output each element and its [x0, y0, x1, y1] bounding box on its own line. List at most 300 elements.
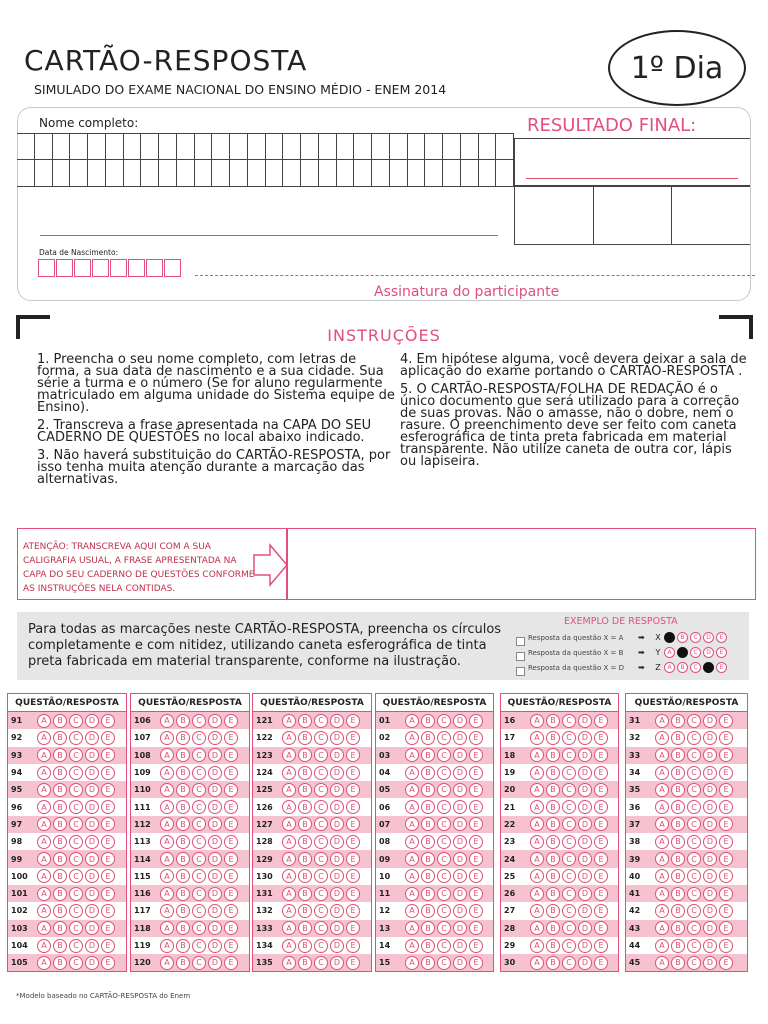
answer-bubble-e[interactable]: E	[469, 731, 483, 745]
answer-bubble-a[interactable]: A	[160, 714, 174, 728]
answer-bubble-c[interactable]: C	[69, 748, 83, 762]
answer-bubble-e[interactable]: E	[594, 783, 608, 797]
name-cell[interactable]	[177, 134, 195, 160]
answer-bubble-e[interactable]: E	[346, 869, 360, 883]
answer-bubble-b[interactable]: B	[176, 714, 190, 728]
answer-bubble-c[interactable]: C	[69, 800, 83, 814]
answer-bubble-c[interactable]: C	[314, 817, 328, 831]
answer-bubble-c[interactable]: C	[437, 817, 451, 831]
answer-bubble-c[interactable]: C	[687, 731, 701, 745]
answer-bubble-b[interactable]: B	[546, 835, 560, 849]
answer-bubble-e[interactable]: E	[224, 869, 238, 883]
answer-bubble-a[interactable]: A	[37, 939, 51, 953]
answer-bubble-e[interactable]: E	[594, 956, 608, 970]
name-cell[interactable]	[425, 134, 443, 160]
answer-bubble-d[interactable]: D	[703, 714, 717, 728]
answer-bubble-c[interactable]: C	[437, 783, 451, 797]
name-cell[interactable]	[212, 134, 230, 160]
answer-bubble-c[interactable]: C	[314, 921, 328, 935]
answer-bubble-c[interactable]: C	[192, 766, 206, 780]
answer-bubble-c[interactable]: C	[69, 766, 83, 780]
name-cell[interactable]	[35, 134, 53, 160]
answer-bubble-d[interactable]: D	[578, 835, 592, 849]
answer-bubble-b[interactable]: B	[53, 939, 67, 953]
answer-bubble-c[interactable]: C	[192, 921, 206, 935]
answer-bubble-b[interactable]: B	[176, 817, 190, 831]
dob-cell[interactable]	[164, 259, 181, 277]
answer-bubble-b[interactable]: B	[546, 817, 560, 831]
answer-bubble-a[interactable]: A	[655, 800, 669, 814]
answer-bubble-d[interactable]: D	[208, 783, 222, 797]
answer-bubble-b[interactable]: B	[53, 904, 67, 918]
answer-bubble-e[interactable]: E	[224, 921, 238, 935]
answer-bubble-e[interactable]: E	[469, 835, 483, 849]
dob-cell[interactable]	[92, 259, 109, 277]
answer-bubble-e[interactable]: E	[719, 956, 733, 970]
answer-bubble-c[interactable]: C	[192, 956, 206, 970]
answer-bubble-c[interactable]: C	[69, 783, 83, 797]
answer-bubble-b[interactable]: B	[53, 817, 67, 831]
answer-bubble-e[interactable]: E	[346, 956, 360, 970]
answer-bubble-b[interactable]: B	[176, 800, 190, 814]
answer-bubble-b[interactable]: B	[671, 956, 685, 970]
answer-bubble-c[interactable]: C	[437, 766, 451, 780]
answer-bubble-a[interactable]: A	[282, 921, 296, 935]
answer-bubble-a[interactable]: A	[655, 939, 669, 953]
answer-bubble-c[interactable]: C	[562, 939, 576, 953]
answer-bubble-c[interactable]: C	[192, 887, 206, 901]
answer-bubble-d[interactable]: D	[453, 783, 467, 797]
answer-bubble-a[interactable]: A	[160, 852, 174, 866]
answer-bubble-a[interactable]: A	[160, 766, 174, 780]
answer-bubble-a[interactable]: A	[655, 887, 669, 901]
answer-bubble-e[interactable]: E	[346, 800, 360, 814]
answer-bubble-d[interactable]: D	[330, 800, 344, 814]
answer-bubble-a[interactable]: A	[37, 800, 51, 814]
answer-bubble-c[interactable]: C	[437, 939, 451, 953]
name-cell[interactable]	[372, 134, 390, 160]
answer-bubble-c[interactable]: C	[192, 714, 206, 728]
answer-bubble-c[interactable]: C	[69, 956, 83, 970]
answer-bubble-c[interactable]: C	[687, 852, 701, 866]
answer-bubble-e[interactable]: E	[594, 748, 608, 762]
name-cell[interactable]	[212, 160, 230, 186]
answer-bubble-c[interactable]: C	[314, 869, 328, 883]
answer-bubble-b[interactable]: B	[546, 921, 560, 935]
answer-bubble-d[interactable]: D	[85, 887, 99, 901]
name-cell[interactable]	[106, 134, 124, 160]
name-cell[interactable]	[443, 160, 461, 186]
answer-bubble-e[interactable]: E	[101, 714, 115, 728]
answer-bubble-a[interactable]: A	[282, 869, 296, 883]
answer-bubble-c[interactable]: C	[314, 800, 328, 814]
answer-bubble-e[interactable]: E	[719, 800, 733, 814]
name-cell[interactable]	[124, 160, 142, 186]
dob-cell[interactable]	[38, 259, 55, 277]
answer-bubble-d[interactable]: D	[85, 766, 99, 780]
answer-bubble-e[interactable]: E	[719, 714, 733, 728]
answer-bubble-c[interactable]: C	[69, 835, 83, 849]
answer-bubble-e[interactable]: E	[224, 956, 238, 970]
answer-bubble-a[interactable]: A	[405, 956, 419, 970]
answer-bubble-e[interactable]: E	[469, 714, 483, 728]
answer-bubble-d[interactable]: D	[578, 852, 592, 866]
answer-bubble-b[interactable]: B	[671, 800, 685, 814]
answer-bubble-c[interactable]: C	[314, 731, 328, 745]
answer-bubble-a[interactable]: A	[405, 817, 419, 831]
answer-bubble-c[interactable]: C	[69, 904, 83, 918]
answer-bubble-c[interactable]: C	[687, 783, 701, 797]
answer-bubble-c[interactable]: C	[687, 766, 701, 780]
answer-bubble-e[interactable]: E	[594, 817, 608, 831]
answer-bubble-b[interactable]: B	[298, 852, 312, 866]
answer-bubble-b[interactable]: B	[176, 939, 190, 953]
answer-bubble-e[interactable]: E	[224, 783, 238, 797]
answer-bubble-a[interactable]: A	[282, 817, 296, 831]
name-cell[interactable]	[354, 134, 372, 160]
answer-bubble-c[interactable]: C	[69, 887, 83, 901]
answer-bubble-d[interactable]: D	[85, 783, 99, 797]
answer-bubble-c[interactable]: C	[192, 904, 206, 918]
answer-bubble-d[interactable]: D	[85, 800, 99, 814]
answer-bubble-e[interactable]: E	[719, 939, 733, 953]
dob-cell[interactable]	[110, 259, 127, 277]
answer-bubble-a[interactable]: A	[655, 731, 669, 745]
answer-bubble-a[interactable]: A	[282, 783, 296, 797]
answer-bubble-d[interactable]: D	[208, 869, 222, 883]
answer-bubble-c[interactable]: C	[192, 869, 206, 883]
answer-bubble-d[interactable]: D	[330, 869, 344, 883]
answer-bubble-e[interactable]: E	[346, 904, 360, 918]
answer-bubble-e[interactable]: E	[101, 869, 115, 883]
name-cell[interactable]	[319, 134, 337, 160]
answer-bubble-c[interactable]: C	[437, 835, 451, 849]
answer-bubble-a[interactable]: A	[282, 887, 296, 901]
answer-bubble-e[interactable]: E	[346, 852, 360, 866]
answer-bubble-a[interactable]: A	[405, 904, 419, 918]
answer-bubble-b[interactable]: B	[421, 852, 435, 866]
answer-bubble-d[interactable]: D	[578, 748, 592, 762]
answer-bubble-b[interactable]: B	[53, 869, 67, 883]
answer-bubble-e[interactable]: E	[224, 852, 238, 866]
answer-bubble-d[interactable]: D	[330, 852, 344, 866]
answer-bubble-c[interactable]: C	[192, 783, 206, 797]
name-cell[interactable]	[354, 160, 372, 186]
answer-bubble-b[interactable]: B	[298, 904, 312, 918]
answer-bubble-b[interactable]: B	[298, 956, 312, 970]
answer-bubble-b[interactable]: B	[671, 904, 685, 918]
answer-bubble-d[interactable]: D	[703, 904, 717, 918]
answer-bubble-c[interactable]: C	[687, 956, 701, 970]
answer-bubble-b[interactable]: B	[671, 921, 685, 935]
answer-bubble-d[interactable]: D	[453, 887, 467, 901]
answer-bubble-b[interactable]: B	[53, 887, 67, 901]
answer-bubble-c[interactable]: C	[192, 748, 206, 762]
name-cell[interactable]	[53, 160, 71, 186]
answer-bubble-e[interactable]: E	[469, 748, 483, 762]
answer-bubble-d[interactable]: D	[85, 956, 99, 970]
answer-bubble-c[interactable]: C	[562, 800, 576, 814]
answer-bubble-b[interactable]: B	[298, 800, 312, 814]
answer-bubble-c[interactable]: C	[562, 869, 576, 883]
answer-bubble-b[interactable]: B	[53, 956, 67, 970]
answer-bubble-a[interactable]: A	[405, 835, 419, 849]
name-cell[interactable]	[248, 134, 266, 160]
answer-bubble-a[interactable]: A	[37, 783, 51, 797]
answer-bubble-a[interactable]: A	[530, 783, 544, 797]
name-cell[interactable]	[337, 160, 355, 186]
answer-bubble-e[interactable]: E	[594, 921, 608, 935]
answer-bubble-b[interactable]: B	[421, 869, 435, 883]
name-cell[interactable]	[301, 134, 319, 160]
answer-bubble-d[interactable]: D	[703, 731, 717, 745]
answer-bubble-a[interactable]: A	[530, 956, 544, 970]
answer-bubble-e[interactable]: E	[469, 887, 483, 901]
answer-bubble-d[interactable]: D	[703, 766, 717, 780]
answer-bubble-a[interactable]: A	[37, 869, 51, 883]
answer-bubble-b[interactable]: B	[53, 714, 67, 728]
answer-bubble-e[interactable]: E	[101, 748, 115, 762]
answer-bubble-e[interactable]: E	[469, 956, 483, 970]
answer-bubble-a[interactable]: A	[655, 817, 669, 831]
answer-bubble-d[interactable]: D	[703, 817, 717, 831]
answer-bubble-b[interactable]: B	[176, 731, 190, 745]
name-cell[interactable]	[88, 160, 106, 186]
answer-bubble-d[interactable]: D	[578, 956, 592, 970]
answer-bubble-b[interactable]: B	[298, 939, 312, 953]
answer-bubble-e[interactable]: E	[224, 748, 238, 762]
answer-bubble-d[interactable]: D	[208, 731, 222, 745]
answer-bubble-b[interactable]: B	[546, 939, 560, 953]
answer-bubble-a[interactable]: A	[160, 956, 174, 970]
answer-bubble-e[interactable]: E	[346, 939, 360, 953]
answer-bubble-e[interactable]: E	[101, 939, 115, 953]
answer-bubble-a[interactable]: A	[530, 766, 544, 780]
answer-bubble-b[interactable]: B	[671, 766, 685, 780]
answer-bubble-a[interactable]: A	[37, 835, 51, 849]
answer-bubble-c[interactable]: C	[562, 852, 576, 866]
answer-bubble-c[interactable]: C	[69, 817, 83, 831]
name-cell[interactable]	[141, 134, 159, 160]
answer-bubble-e[interactable]: E	[469, 800, 483, 814]
answer-bubble-d[interactable]: D	[330, 783, 344, 797]
answer-bubble-a[interactable]: A	[405, 800, 419, 814]
answer-bubble-c[interactable]: C	[314, 939, 328, 953]
answer-bubble-d[interactable]: D	[330, 835, 344, 849]
answer-bubble-d[interactable]: D	[453, 956, 467, 970]
answer-bubble-a[interactable]: A	[530, 817, 544, 831]
answer-bubble-d[interactable]: D	[453, 817, 467, 831]
dob-cell[interactable]	[74, 259, 91, 277]
answer-bubble-b[interactable]: B	[421, 748, 435, 762]
answer-bubble-e[interactable]: E	[346, 731, 360, 745]
answer-bubble-a[interactable]: A	[655, 835, 669, 849]
answer-bubble-b[interactable]: B	[176, 869, 190, 883]
answer-bubble-b[interactable]: B	[176, 887, 190, 901]
answer-bubble-a[interactable]: A	[37, 852, 51, 866]
answer-bubble-e[interactable]: E	[101, 904, 115, 918]
answer-bubble-e[interactable]: E	[224, 939, 238, 953]
name-cell[interactable]	[283, 160, 301, 186]
answer-bubble-b[interactable]: B	[546, 800, 560, 814]
answer-bubble-d[interactable]: D	[330, 766, 344, 780]
name-cell[interactable]	[230, 134, 248, 160]
answer-bubble-a[interactable]: A	[530, 887, 544, 901]
name-cell[interactable]	[390, 160, 408, 186]
answer-bubble-c[interactable]: C	[192, 835, 206, 849]
name-cell[interactable]	[266, 160, 284, 186]
answer-bubble-d[interactable]: D	[703, 921, 717, 935]
answer-bubble-a[interactable]: A	[282, 904, 296, 918]
answer-bubble-a[interactable]: A	[282, 731, 296, 745]
answer-bubble-e[interactable]: E	[719, 921, 733, 935]
answer-bubble-c[interactable]: C	[562, 748, 576, 762]
name-cell[interactable]	[124, 134, 142, 160]
answer-bubble-a[interactable]: A	[405, 731, 419, 745]
answer-bubble-d[interactable]: D	[208, 766, 222, 780]
name-cell[interactable]	[70, 160, 88, 186]
answer-bubble-b[interactable]: B	[421, 904, 435, 918]
answer-bubble-c[interactable]: C	[687, 835, 701, 849]
answer-bubble-b[interactable]: B	[53, 731, 67, 745]
answer-bubble-a[interactable]: A	[282, 939, 296, 953]
answer-bubble-d[interactable]: D	[703, 869, 717, 883]
answer-bubble-a[interactable]: A	[160, 835, 174, 849]
name-cell[interactable]	[301, 160, 319, 186]
answer-bubble-c[interactable]: C	[437, 887, 451, 901]
answer-bubble-e[interactable]: E	[469, 783, 483, 797]
answer-bubble-d[interactable]: D	[85, 939, 99, 953]
answer-bubble-a[interactable]: A	[282, 766, 296, 780]
answer-bubble-d[interactable]: D	[208, 852, 222, 866]
answer-bubble-a[interactable]: A	[282, 835, 296, 849]
answer-bubble-a[interactable]: A	[530, 731, 544, 745]
name-cell[interactable]	[70, 134, 88, 160]
answer-bubble-e[interactable]: E	[101, 783, 115, 797]
answer-bubble-a[interactable]: A	[282, 800, 296, 814]
answer-bubble-a[interactable]: A	[160, 904, 174, 918]
answer-bubble-d[interactable]: D	[208, 939, 222, 953]
answer-bubble-b[interactable]: B	[546, 731, 560, 745]
answer-bubble-e[interactable]: E	[469, 766, 483, 780]
answer-bubble-e[interactable]: E	[346, 714, 360, 728]
name-cell[interactable]	[17, 160, 35, 186]
answer-bubble-d[interactable]: D	[703, 835, 717, 849]
answer-bubble-b[interactable]: B	[546, 904, 560, 918]
answer-bubble-d[interactable]: D	[453, 869, 467, 883]
answer-bubble-e[interactable]: E	[719, 887, 733, 901]
answer-bubble-e[interactable]: E	[469, 904, 483, 918]
answer-bubble-d[interactable]: D	[330, 956, 344, 970]
answer-bubble-e[interactable]: E	[346, 766, 360, 780]
answer-bubble-d[interactable]: D	[453, 921, 467, 935]
answer-bubble-b[interactable]: B	[546, 956, 560, 970]
answer-bubble-e[interactable]: E	[594, 714, 608, 728]
answer-bubble-a[interactable]: A	[405, 766, 419, 780]
answer-bubble-d[interactable]: D	[578, 904, 592, 918]
answer-bubble-b[interactable]: B	[176, 956, 190, 970]
answer-bubble-c[interactable]: C	[687, 887, 701, 901]
answer-bubble-b[interactable]: B	[671, 714, 685, 728]
answer-bubble-e[interactable]: E	[346, 887, 360, 901]
answer-bubble-b[interactable]: B	[671, 869, 685, 883]
answer-bubble-b[interactable]: B	[546, 852, 560, 866]
answer-bubble-d[interactable]: D	[578, 800, 592, 814]
name-cell[interactable]	[195, 160, 213, 186]
answer-bubble-b[interactable]: B	[176, 766, 190, 780]
answer-bubble-a[interactable]: A	[37, 748, 51, 762]
answer-bubble-d[interactable]: D	[330, 817, 344, 831]
answer-bubble-b[interactable]: B	[671, 748, 685, 762]
answer-bubble-b[interactable]: B	[421, 835, 435, 849]
answer-bubble-d[interactable]: D	[330, 714, 344, 728]
answer-bubble-b[interactable]: B	[546, 869, 560, 883]
answer-bubble-c[interactable]: C	[562, 921, 576, 935]
answer-bubble-a[interactable]: A	[530, 748, 544, 762]
answer-bubble-a[interactable]: A	[655, 714, 669, 728]
answer-bubble-d[interactable]: D	[208, 748, 222, 762]
answer-bubble-d[interactable]: D	[578, 887, 592, 901]
answer-bubble-b[interactable]: B	[546, 783, 560, 797]
answer-bubble-b[interactable]: B	[53, 921, 67, 935]
answer-bubble-e[interactable]: E	[594, 904, 608, 918]
answer-bubble-a[interactable]: A	[160, 731, 174, 745]
answer-bubble-b[interactable]: B	[176, 904, 190, 918]
answer-bubble-d[interactable]: D	[85, 714, 99, 728]
answer-bubble-e[interactable]: E	[469, 869, 483, 883]
answer-bubble-d[interactable]: D	[330, 904, 344, 918]
answer-bubble-d[interactable]: D	[453, 766, 467, 780]
answer-bubble-d[interactable]: D	[85, 748, 99, 762]
answer-bubble-e[interactable]: E	[469, 852, 483, 866]
answer-bubble-c[interactable]: C	[314, 852, 328, 866]
answer-bubble-c[interactable]: C	[314, 766, 328, 780]
name-cell[interactable]	[266, 134, 284, 160]
signature-line[interactable]	[195, 275, 755, 276]
answer-bubble-c[interactable]: C	[314, 748, 328, 762]
answer-bubble-a[interactable]: A	[655, 921, 669, 935]
answer-bubble-e[interactable]: E	[346, 921, 360, 935]
answer-bubble-b[interactable]: B	[671, 887, 685, 901]
name-cell[interactable]	[53, 134, 71, 160]
answer-bubble-b[interactable]: B	[53, 835, 67, 849]
answer-bubble-c[interactable]: C	[562, 835, 576, 849]
dob-boxes[interactable]	[38, 259, 182, 277]
answer-bubble-e[interactable]: E	[224, 904, 238, 918]
answer-bubble-b[interactable]: B	[546, 748, 560, 762]
answer-bubble-a[interactable]: A	[530, 800, 544, 814]
answer-bubble-b[interactable]: B	[298, 869, 312, 883]
answer-bubble-e[interactable]: E	[719, 783, 733, 797]
answer-bubble-b[interactable]: B	[176, 748, 190, 762]
answer-bubble-a[interactable]: A	[405, 887, 419, 901]
dob-cell[interactable]	[56, 259, 73, 277]
answer-bubble-d[interactable]: D	[208, 921, 222, 935]
answer-bubble-d[interactable]: D	[578, 939, 592, 953]
answer-bubble-d[interactable]: D	[208, 956, 222, 970]
name-cell[interactable]	[337, 134, 355, 160]
answer-bubble-e[interactable]: E	[719, 869, 733, 883]
answer-bubble-c[interactable]: C	[437, 904, 451, 918]
answer-bubble-b[interactable]: B	[671, 939, 685, 953]
answer-bubble-a[interactable]: A	[160, 817, 174, 831]
answer-bubble-e[interactable]: E	[224, 887, 238, 901]
answer-bubble-a[interactable]: A	[37, 817, 51, 831]
answer-bubble-d[interactable]: D	[208, 800, 222, 814]
answer-bubble-c[interactable]: C	[437, 852, 451, 866]
answer-bubble-d[interactable]: D	[208, 835, 222, 849]
answer-bubble-a[interactable]: A	[37, 714, 51, 728]
